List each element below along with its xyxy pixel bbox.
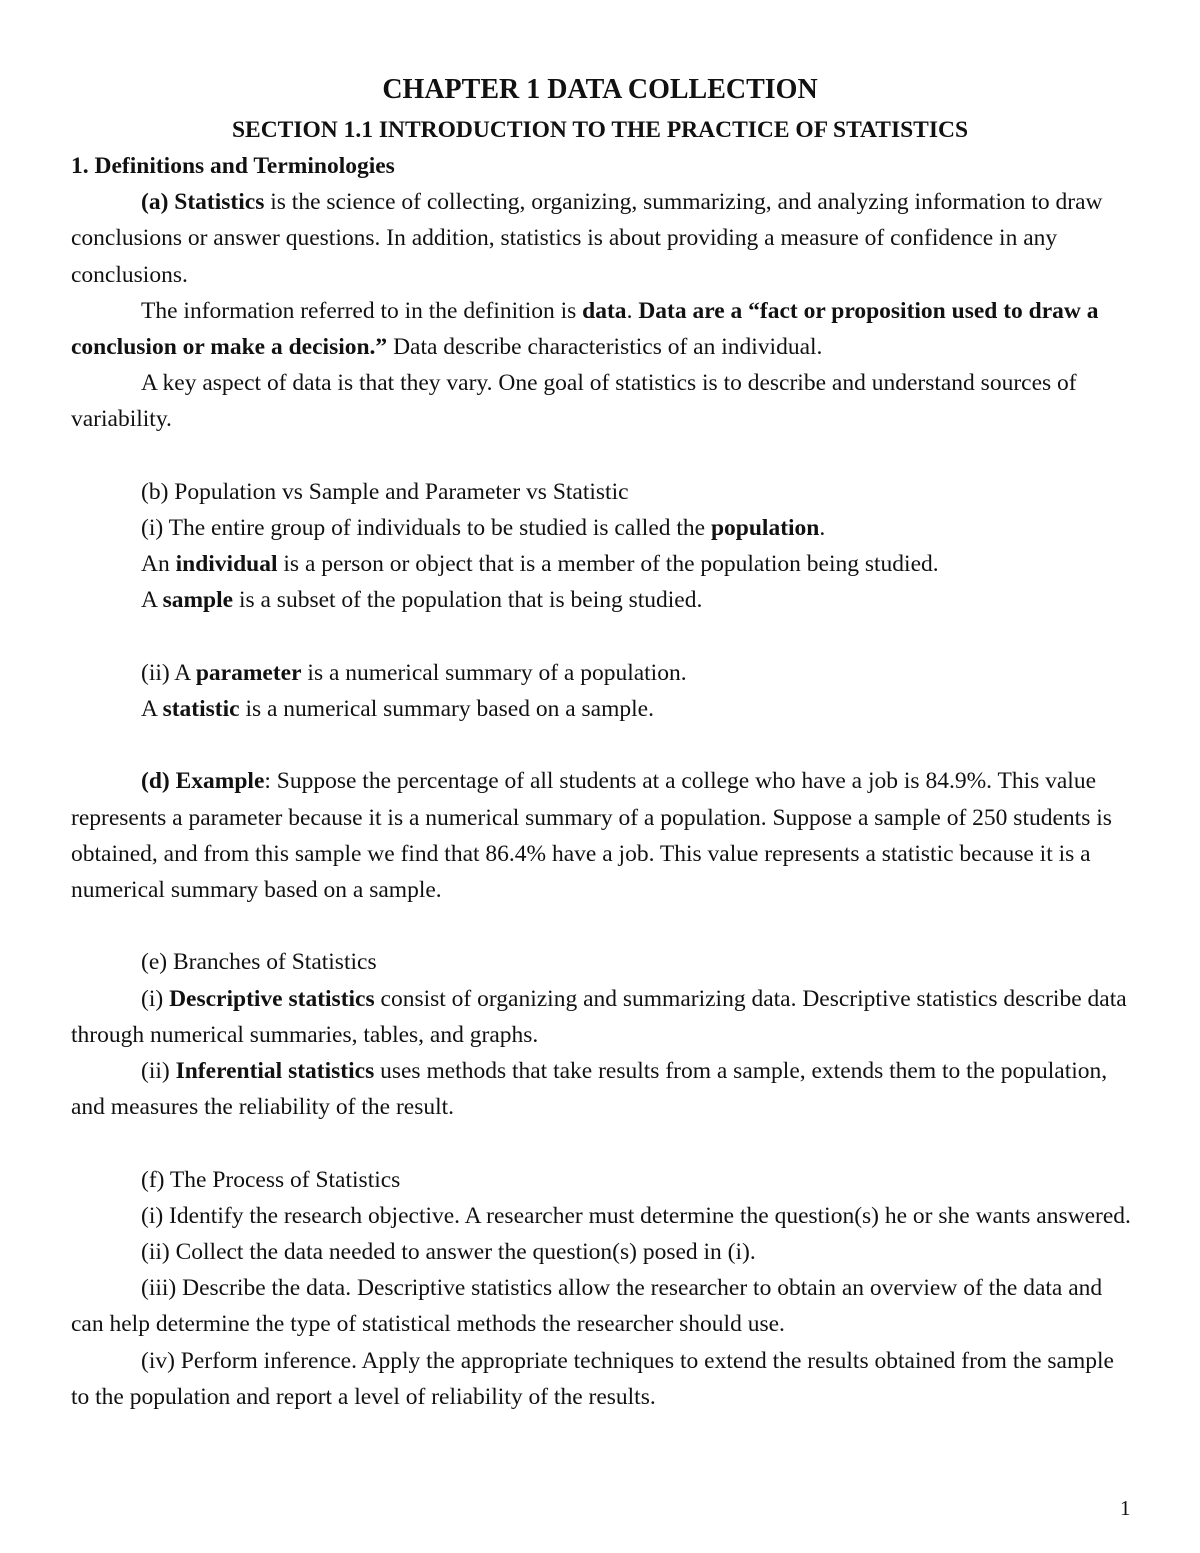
parameter-post: is a numerical summary of a population. xyxy=(301,659,687,686)
population-pre: (i) The entire group of individuals to be studied is called the xyxy=(141,515,711,542)
data-para-end: Data describe characteristics of an individual. xyxy=(387,334,823,361)
data-para-mid: . xyxy=(626,297,639,324)
parameter-definition xyxy=(71,655,1131,691)
descriptive-label: (i) xyxy=(141,985,170,1012)
inferential-text: uses methods that take results from a sample, extends them to the population, and measures the reliability of the result. xyxy=(71,1058,1108,1121)
paragraph-variability: A key aspect of data is that they vary. One goal of statistics is to describe and understand sources of variability. xyxy=(71,370,1077,433)
paragraph-example xyxy=(71,763,1131,908)
paragraph-statistics-definition xyxy=(71,184,1131,293)
heading-f: (f) The Process of Statistics xyxy=(141,1166,401,1193)
individual-definition xyxy=(71,546,1131,582)
spacer xyxy=(71,438,1131,474)
sample-post: is a subset of the population that is being studied. xyxy=(233,587,703,614)
page-number: 1 xyxy=(1120,1496,1131,1520)
heading-b: (b) Population vs Sample and Parameter vs Statistic xyxy=(141,478,629,505)
heading-e: (e) Branches of Statistics xyxy=(141,949,377,976)
chapter-title: CHAPTER 1 DATA COLLECTION xyxy=(382,74,818,105)
statistic-pre: A xyxy=(141,696,163,723)
statistic-post: is a numerical summary based on a sample. xyxy=(239,696,654,723)
term-sample: sample xyxy=(162,587,234,614)
example-text: : Suppose the percentage of all students at a college who have a job is 84.9%. This value represents a parameter because it is a numerical summary of a population. Suppose a sample of 250 students is obtained, and from this sample we find that 86.4% have a job. This value represents a statistic because it is a numerical summary based on a sample. xyxy=(71,768,1112,904)
term-statistics: Statistics xyxy=(174,189,265,216)
label-a: (a) xyxy=(141,189,175,216)
spacer xyxy=(71,619,1131,655)
process-step: (ii) Collect the data needed to answer the question(s) posed in (i). xyxy=(141,1239,756,1266)
term-statistic: statistic xyxy=(162,696,240,723)
document-body xyxy=(71,148,1131,1415)
paragraph-data-definition xyxy=(71,293,1131,365)
term-individual: individual xyxy=(175,551,278,578)
statistic-definition xyxy=(71,691,1131,727)
population-definition xyxy=(71,510,1131,546)
sample-pre: A xyxy=(141,587,163,614)
sample-definition xyxy=(71,582,1131,618)
heading-definitions: 1. Definitions and Terminologies xyxy=(71,153,395,179)
descriptive-text: consist of organizing and summarizing data. Descriptive statistics describe data through numerical summaries, tables, and graphs. xyxy=(71,985,1127,1048)
label-example: (d) Example xyxy=(141,768,265,795)
data-definition-quote: Data are a “fact or proposition used to draw a conclusion or make a decision.” xyxy=(71,297,1099,361)
term-population: population xyxy=(710,515,820,542)
term-parameter: parameter xyxy=(195,659,302,686)
population-post: . xyxy=(819,515,826,542)
inferential-statistics-definition xyxy=(71,1053,1131,1125)
inferential-label: (ii) xyxy=(141,1058,176,1085)
term-descriptive-statistics: Descriptive statistics xyxy=(169,985,375,1012)
individual-post: is a person or object that is a member of the population being studied. xyxy=(277,551,939,578)
spacer xyxy=(71,908,1131,944)
spacer xyxy=(71,727,1131,763)
section-title: SECTION 1.1 INTRODUCTION TO THE PRACTICE OF STATISTICS xyxy=(231,117,969,143)
parameter-pre: (ii) A xyxy=(141,659,196,686)
individual-pre: An xyxy=(141,551,176,578)
term-data: data xyxy=(582,297,627,324)
term-inferential-statistics: Inferential statistics xyxy=(175,1058,375,1085)
descriptive-statistics-definition xyxy=(71,981,1131,1053)
spacer xyxy=(71,1125,1131,1161)
statistics-definition-text: is the science of collecting, organizing, summarizing, and analyzing information to draw conclusions or answer questions. In addition, statistics is about providing a measure of confidence in any conclusions. xyxy=(71,189,1103,288)
data-para-intro: The information referred to in the definition is xyxy=(141,297,583,324)
process-step: (iv) Perform inference. Apply the appropriate techniques to extend the results obtained from the sample to the population and report a level of reliability of the results. xyxy=(71,1347,1114,1410)
process-step: (i) Identify the research objective. A researcher must determine the question(s) he or she wants answered. xyxy=(141,1202,1131,1229)
process-step: (iii) Describe the data. Descriptive statistics allow the researcher to obtain an overview of the data and can help determine the type of statistical methods the researcher should use. xyxy=(71,1275,1103,1338)
